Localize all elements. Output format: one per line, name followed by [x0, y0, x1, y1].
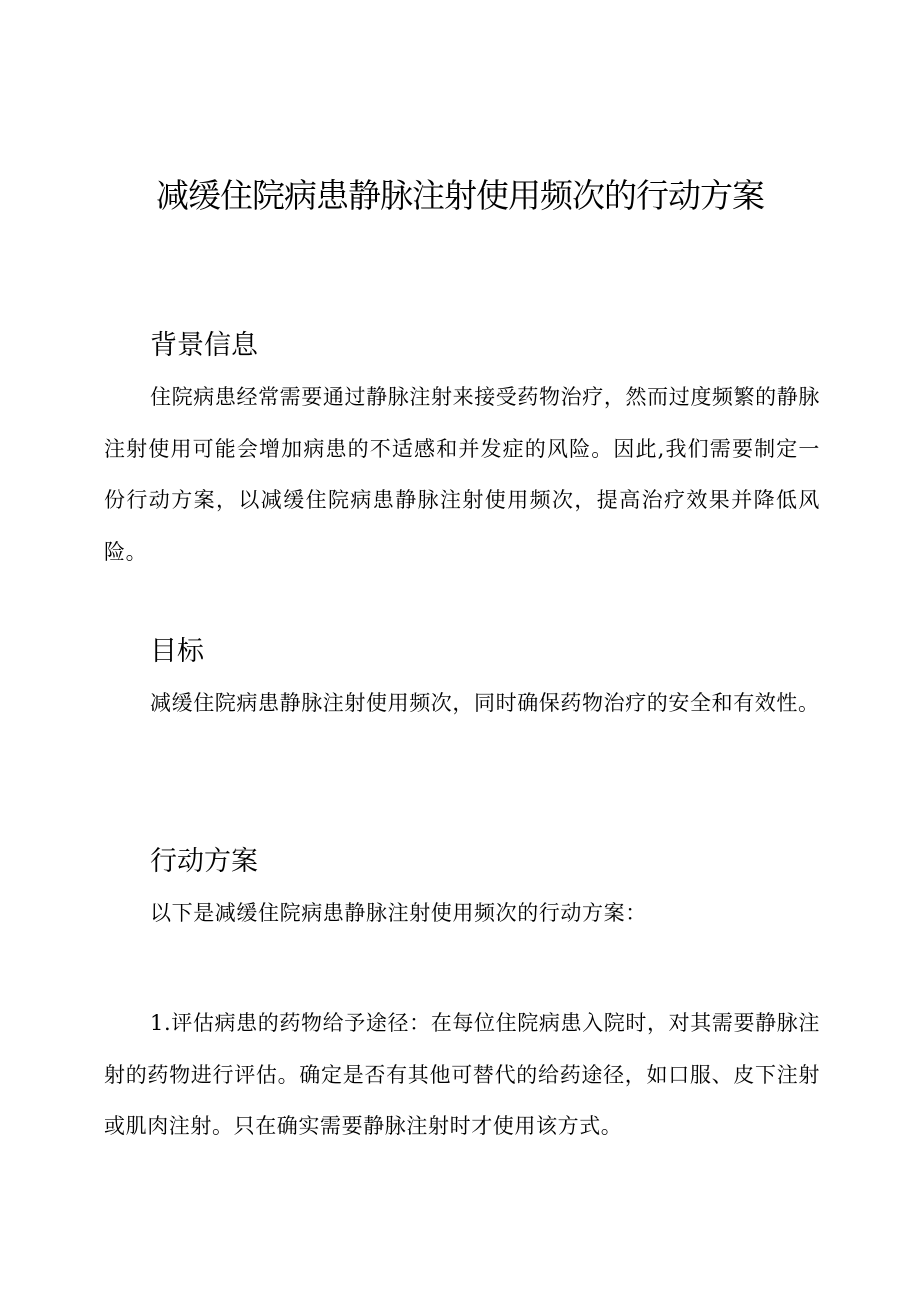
section-heading-action-plan: 行动方案	[150, 846, 258, 877]
section-heading-goal: 目标	[150, 636, 204, 667]
action-plan-intro-paragraph: 以下是减缓住院病患静脉注射使用频次的行动方案：	[150, 901, 647, 925]
document-title: 减缓住院病患静脉注射使用频次的行动方案	[156, 176, 764, 215]
section-heading-background: 背景信息	[150, 330, 258, 361]
goal-paragraph: 减缓住院病患静脉注射使用频次，同时确保药物治疗的安全和有效性。	[150, 691, 820, 715]
background-paragraph: 住院病患经常需要通过静脉注射来接受药物治疗，然而过度频繁的静脉注射使用可能会增加病患的不适感和并发症的风险。因此,我们需要制定一份行动方案，以减缓住院病患静脉注射使用频次，提高治疗效果并降低风险。	[104, 385, 820, 564]
action-plan-step-1-paragraph: 1.评估病患的药物给予途径：在每位住院病患入院时，对其需要静脉注射的药物进行评估。确定是否有其他可替代的给药途径，如口服、皮下注射或肌肉注射。只在确实需要静脉注射时才使用该方式。	[104, 1011, 820, 1138]
